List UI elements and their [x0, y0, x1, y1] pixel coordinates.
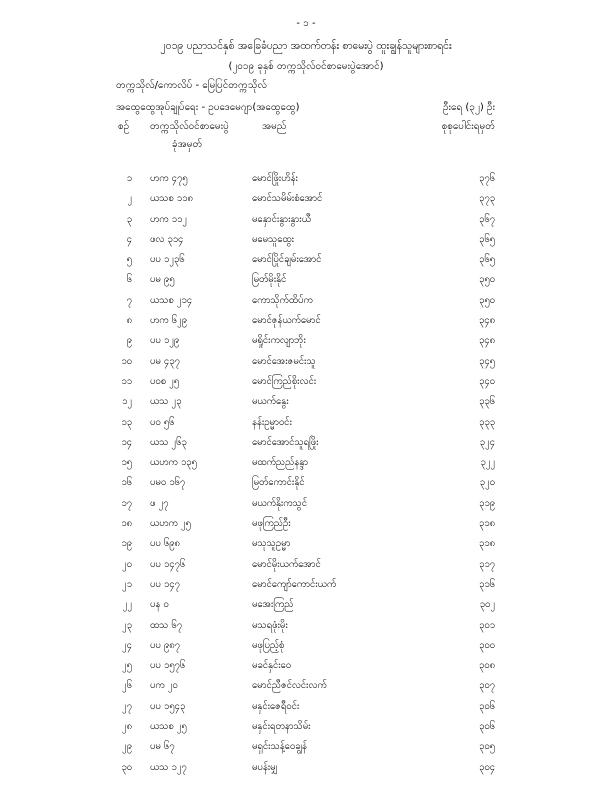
header-name: အမည် — [262, 121, 287, 132]
total-mark: ၃၁၇ — [478, 558, 495, 570]
row-number: ၂၉ — [121, 741, 132, 753]
row-number: ၅ — [126, 254, 132, 266]
table-row — [0, 720, 612, 740]
student-name: မောင်အောင်သူရဖြိုး — [252, 436, 319, 448]
row-number: ၆ — [126, 274, 132, 286]
total-mark: ၃၀၀ — [478, 639, 495, 651]
roll-number: ယဟက ၂၅ — [150, 518, 191, 530]
table-row — [0, 598, 612, 618]
row-number: ၃ — [126, 213, 132, 225]
row-number: ၄ — [126, 233, 132, 245]
roll-number: ဖလ ၃၁၄ — [150, 233, 184, 245]
student-name: မောင်ကျော်ကောင်းယက် — [252, 578, 337, 590]
row-number: ၂၃ — [121, 619, 132, 631]
table-row — [0, 253, 612, 273]
row-number: ၈ — [126, 315, 132, 327]
student-name: မမေသူထွေး — [252, 233, 294, 245]
table-row — [0, 476, 612, 496]
row-number: ၁၉ — [121, 538, 132, 550]
row-number: ၂ — [127, 193, 132, 205]
student-name: မနှောင်းနွားနွားယီ — [252, 213, 311, 225]
table-row — [0, 375, 612, 395]
table-row — [0, 639, 612, 659]
region-label: တက္ကသိုလ်/ကောလိပ် - မြေပြင်တက္ကသိုလ် — [116, 80, 267, 91]
row-number: ၂၁ — [121, 578, 132, 590]
table-row — [0, 192, 612, 212]
roll-number: ဖ ၂၇ — [150, 497, 169, 509]
row-number: ၂၇ — [121, 700, 132, 712]
row-number: ၇ — [126, 294, 132, 306]
total-mark: ၃၄၅ — [478, 355, 495, 367]
total-mark: ၃၃၆ — [478, 396, 495, 408]
header-no: စဉ် — [118, 121, 130, 132]
total-mark: ၃၇၃ — [478, 193, 495, 205]
total-mark: ၃၆၅ — [478, 254, 495, 266]
student-name: မြတ်ကောင်းနိုင် — [252, 477, 305, 489]
student-name: မခင်နှင်းဝေ — [252, 660, 292, 672]
row-number: ၁၂ — [121, 396, 132, 408]
row-number: ၁၀ — [121, 355, 132, 367]
student-name: မယက်နိုးကသွင် — [252, 497, 308, 509]
total-mark: ၃၅၀ — [478, 274, 495, 286]
roll-number: ပပ ၁၄၇ — [150, 578, 180, 590]
row-number: ၁၁ — [121, 375, 132, 387]
student-name: မဖုပြည့်စုံ — [252, 639, 285, 651]
table-row — [0, 416, 612, 436]
table-row — [0, 436, 612, 456]
student-name: မရှင်းသန့်ဝေချွန် — [252, 741, 307, 753]
table-row — [0, 395, 612, 415]
roll-number: ယသ ၁၂၇ — [150, 761, 187, 773]
total-mark: ၃၀၇ — [478, 680, 495, 692]
total-mark: ၃၄၈ — [478, 335, 495, 347]
row-number: ၁ — [126, 173, 132, 184]
table-row — [0, 334, 612, 354]
total-mark: ၃၀၄ — [478, 761, 495, 773]
table-row — [0, 314, 612, 334]
roll-number: ယသစ ၁၁၈ — [150, 193, 193, 205]
roll-number: ယဟက ၁၃၅ — [150, 457, 197, 469]
row-number: ၁၄ — [121, 436, 132, 448]
table-row — [0, 355, 612, 375]
roll-number: ယသစ ၂၅ — [150, 721, 187, 733]
student-name: မသရဖုံးမိုး — [252, 619, 288, 631]
row-number: ၂၆ — [121, 680, 132, 692]
header-roll-line2: ခုံအမှတ် — [172, 139, 203, 150]
results-table — [0, 172, 612, 781]
table-row — [0, 700, 612, 720]
total-mark: ၃၁၈ — [478, 518, 495, 530]
total-mark: ၃၁၈ — [478, 538, 495, 550]
student-name: မောင်ပြိုင်ချမ်းအောင် — [252, 254, 322, 266]
table-row — [0, 659, 612, 679]
header-mark: စုစုပေါင်းရမှတ် — [441, 121, 495, 132]
table-row — [0, 213, 612, 233]
student-name: မောင်သမိမ်းစံအောင် — [252, 193, 323, 205]
row-number: ၂၂ — [122, 599, 132, 611]
student-name: နန်းဥမ္မာဝင်း — [252, 416, 292, 428]
row-number: ၂၀ — [121, 558, 132, 570]
roll-number: ဟက ၁၁၂ — [150, 213, 187, 225]
table-row — [0, 517, 612, 537]
roll-number: ပပ ၁၂၃၆ — [150, 254, 185, 266]
student-name: မြတ်မိုးနိုင် — [252, 274, 287, 286]
page-number: - ၁ - — [296, 18, 316, 29]
student-name: မောင်အေးဇမင်းသူ — [252, 355, 316, 367]
student-name: မရှိုင်းကလျာဘိုး — [252, 335, 306, 347]
table-row — [0, 558, 612, 578]
roll-number: ပပ ၆၉၈ — [150, 538, 180, 550]
student-name: မထက်ညည်နန္ဒာ — [252, 457, 309, 469]
roll-number: ပဝ ၅၆ — [150, 416, 175, 428]
row-number: ၁၈ — [121, 518, 132, 530]
student-name: မယက်နွေး — [252, 396, 289, 408]
row-number: ၂၈ — [121, 721, 132, 733]
total-count: ဦးရေ (၃၂) ဦး — [442, 102, 495, 113]
table-row — [0, 497, 612, 517]
roll-number: ထသ ၆၇ — [150, 619, 183, 631]
row-number: ၁၃ — [121, 416, 132, 428]
table-row — [0, 679, 612, 699]
total-mark: ၃၀၂ — [479, 599, 495, 611]
roll-number: ပက ၂၀ — [150, 680, 178, 692]
roll-number: ပဝစ ၂၅ — [150, 375, 180, 387]
table-row — [0, 761, 612, 781]
roll-number: ပမ ၉၅ — [150, 274, 175, 286]
table-row — [0, 619, 612, 639]
row-number: ၁၇ — [121, 497, 132, 509]
table-row — [0, 233, 612, 253]
roll-number: ပပ ၁၄၇၆ — [150, 558, 186, 570]
total-mark: ၃၂၂ — [480, 457, 495, 469]
row-number: ၉ — [126, 335, 132, 347]
row-number: ၂၄ — [121, 639, 132, 651]
total-mark: ၃၀၆ — [478, 700, 495, 712]
table-row — [0, 273, 612, 293]
total-mark: ၃၀၅ — [478, 741, 495, 753]
document-subtitle: (၂၀၁၉ ခုနှစ် တက္ကသိုလ်ဝင်စာမေးပွဲအောင်) — [228, 61, 384, 72]
table-row — [0, 537, 612, 557]
student-name: မောင်ဖြိုးဟိန်း — [252, 173, 298, 184]
roll-number: ပမ ၆၇ — [150, 741, 175, 753]
student-name: မောင်မိုးယက်အောင် — [252, 558, 321, 570]
total-mark: ၃၆၇ — [478, 213, 495, 225]
table-row — [0, 294, 612, 314]
total-mark: ၃၆၅ — [478, 233, 495, 245]
roll-number: ပမ၀ ၁၆၇ — [150, 477, 186, 489]
student-name: ကောသိုက်ထိပ်က — [252, 294, 313, 306]
row-number: ၁၅ — [121, 457, 132, 469]
student-name: မောင်ညီဇင်လင်းလက် — [252, 680, 327, 692]
roll-number: ပမ ၄၃၇ — [150, 355, 180, 367]
total-mark: ၃၂၀ — [479, 477, 495, 489]
roll-number: ပပ ၁၅၇၆ — [150, 660, 186, 672]
total-mark: ၃၁၉ — [478, 497, 495, 509]
roll-number: ယသ ၂၆၃ — [150, 436, 187, 448]
table-row — [0, 578, 612, 598]
total-mark: ၃၂၄ — [479, 436, 495, 448]
row-number: ၁၆ — [121, 477, 132, 489]
student-name: မပန်းမျှ — [252, 761, 278, 773]
table-row — [0, 456, 612, 476]
total-mark: ၃၀၁ — [478, 619, 495, 631]
roll-number: ယသ ၂၃ — [150, 396, 182, 408]
roll-number: ပပ ၁၅၄၃ — [150, 700, 186, 712]
student-name: မောင်ကြည်စိုးလင်း — [252, 375, 317, 387]
school-label: အထွေထွေအုပ်ချုပ်ရေး - ဥပဒေမေဂျာ(အထွေထွေ) — [116, 102, 300, 113]
total-mark: ၃၄၀ — [478, 375, 495, 387]
roll-number: ပပ ၁၂၉ — [150, 335, 180, 347]
row-number: ၂၅ — [121, 660, 132, 672]
total-mark: ၃၇၆ — [478, 173, 495, 184]
total-mark: ၃၅၀ — [478, 294, 495, 306]
student-name: မနှင်းဇေရီဝင်း — [252, 700, 300, 712]
total-mark: ၃၀၆ — [478, 721, 495, 733]
table-row — [0, 740, 612, 760]
roll-number: ဟက ၆၂၉ — [150, 315, 187, 327]
roll-number: ပန ၀ — [150, 599, 169, 611]
total-mark: ၃၀၈ — [478, 660, 495, 672]
table-row — [0, 172, 612, 192]
total-mark: ၃၄၈ — [478, 315, 495, 327]
student-name: မသုသူဥမ္မာ — [252, 538, 291, 550]
roll-number: ယသစ ၂၁၄ — [150, 294, 193, 306]
roll-number: ပပ ၉၈၇ — [150, 639, 180, 651]
student-name: မနှင်းရတနာသိမ်း — [252, 721, 311, 733]
total-mark: ၃၁၆ — [478, 578, 495, 590]
document-title: ၂၀၁၉ ပညာသင်နှစ် အခြေခံပညာ အထက်တန်း စာမေးပွဲ ထူးချွန်သူများစာရင်း — [160, 40, 452, 52]
total-mark: ၃၃၃ — [478, 416, 495, 428]
row-number: ၃၀ — [121, 761, 132, 773]
student-name: မအေးကြည် — [252, 599, 294, 611]
header-roll: တက္ကသိုလ်ဝင်စာမေးပွဲ — [150, 121, 229, 132]
roll-number: ဟက ၄၇၅ — [150, 173, 188, 184]
student-name: မဖုကြည်ဦး — [252, 518, 291, 530]
student-name: မောင်ဇုန်ယက်မောင် — [252, 315, 321, 327]
